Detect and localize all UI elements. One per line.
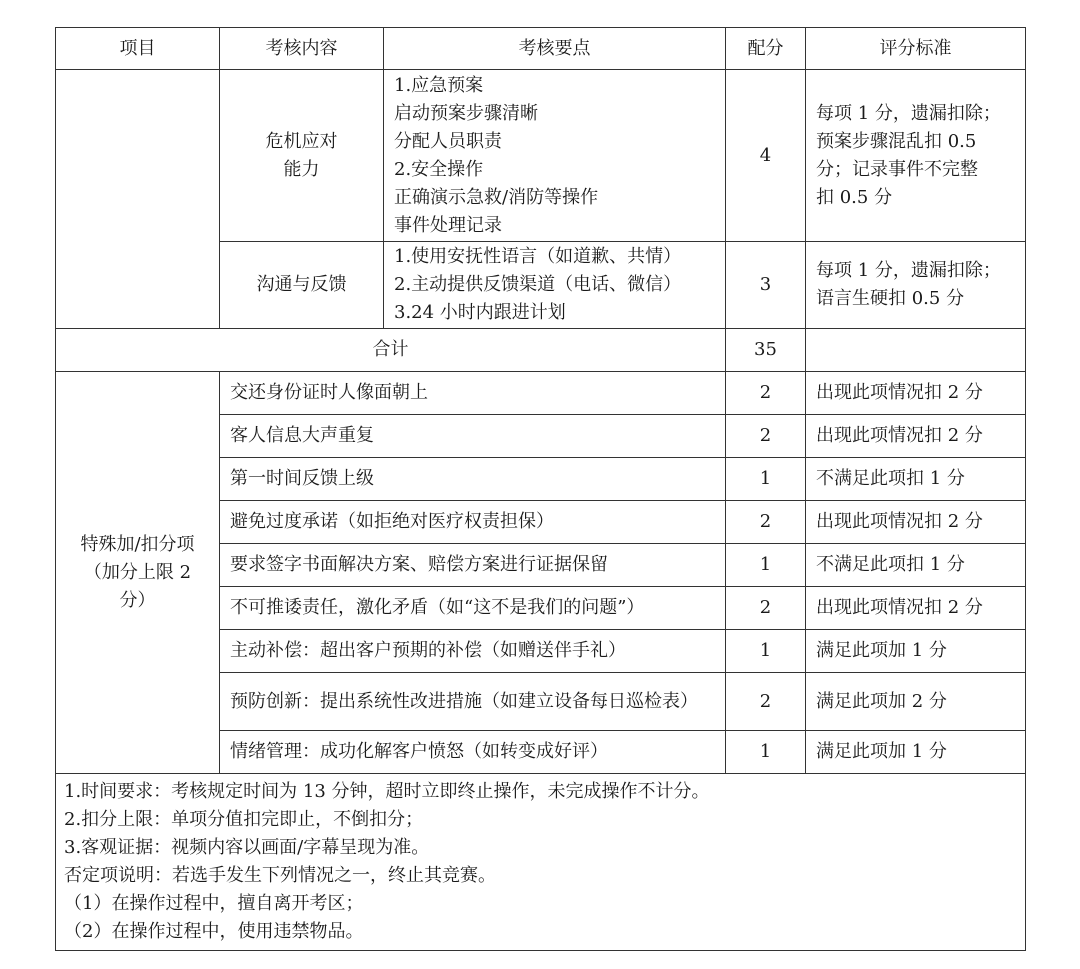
note-line: 3.客观证据：视频内容以画面/字幕呈现为准。 [64, 837, 430, 858]
special-item: 情绪管理：成功化解客户愤怒（如转变成好评） [220, 731, 726, 774]
crisis-points [384, 70, 726, 242]
header-score: 配分 [726, 28, 806, 70]
special-score: 1 [726, 630, 806, 673]
header-content: 考核内容 [220, 28, 384, 70]
communication-score: 3 [726, 242, 806, 329]
header-item: 项目 [56, 28, 220, 70]
criteria-line: 分；记录事件不完整 [816, 158, 978, 180]
special-score: 2 [726, 415, 806, 458]
total-criteria-blank [806, 329, 1026, 372]
special-item: 主动补偿：超出客户预期的补偿（如赠送伴手礼） [220, 630, 726, 673]
note-line: （1）在操作过程中，擅自离开考区； [64, 893, 364, 914]
notes-cell [56, 774, 1026, 951]
special-criteria: 出现此项情况扣 2 分 [806, 415, 1026, 458]
note-line: 1.时间要求：考核规定时间为 13 分钟，超时立即终止操作，未完成操作不计分。 [64, 781, 710, 802]
special-score: 2 [726, 372, 806, 415]
crisis-point: 1.应急预案 [394, 74, 484, 96]
crisis-point: 分配人员职责 [394, 130, 502, 152]
criteria-line: 每项 1 分，遗漏扣除； [816, 260, 1001, 281]
special-score: 2 [726, 587, 806, 630]
communication-point: 2.主动提供反馈渠道（电话、微信） [394, 274, 682, 295]
notes-row [56, 774, 1026, 951]
special-score: 2 [726, 501, 806, 544]
category-blank [56, 70, 220, 329]
special-item: 交还身份证时人像面朝上 [220, 372, 726, 415]
note-line: 否定项说明：若选手发生下列情况之一，终止其竞赛。 [64, 865, 496, 886]
crisis-point: 正确演示急救/消防等操作 [394, 186, 599, 208]
communication-point: 3.24 小时内跟进计划 [394, 302, 566, 323]
header-criteria: 评分标准 [806, 28, 1026, 70]
special-item: 要求签字书面解决方案、赔偿方案进行证据保留 [220, 544, 726, 587]
special-criteria: 出现此项情况扣 2 分 [806, 501, 1026, 544]
total-row [56, 329, 1026, 372]
communication-points [384, 242, 726, 329]
crisis-row [56, 70, 1026, 242]
special-score: 2 [726, 673, 806, 731]
scoring-table [55, 27, 1026, 951]
special-label: 特殊加/扣分项 （加分上限 2 分） [56, 372, 220, 774]
criteria-line: 预案步骤混乱扣 0.5 [816, 130, 977, 152]
special-criteria: 不满足此项扣 1 分 [806, 458, 1026, 501]
special-score: 1 [726, 458, 806, 501]
criteria-line: 扣 0.5 分 [816, 186, 893, 208]
header-row [56, 28, 1026, 70]
total-score: 35 [726, 329, 806, 372]
note-line: 2.扣分上限：单项分值扣完即止，不倒扣分； [64, 809, 424, 830]
total-label: 合计 [56, 329, 726, 372]
special-item: 第一时间反馈上级 [220, 458, 726, 501]
communication-criteria [806, 242, 1026, 329]
crisis-score: 4 [726, 70, 806, 242]
crisis-criteria [806, 70, 1026, 242]
special-criteria: 出现此项情况扣 2 分 [806, 372, 1026, 415]
special-item: 预防创新：提出系统性改进措施（如建立设备每日巡检表） [220, 673, 726, 731]
special-item: 避免过度承诺（如拒绝对医疗权责担保） [220, 501, 726, 544]
special-item: 不可推诿责任，激化矛盾（如“这不是我们的问题”） [220, 587, 726, 630]
crisis-content: 危机应对 能力 [220, 70, 384, 242]
special-item: 客人信息大声重复 [220, 415, 726, 458]
note-line: （2）在操作过程中，使用违禁物品。 [64, 921, 364, 942]
special-criteria: 不满足此项扣 1 分 [806, 544, 1026, 587]
crisis-point: 2.安全操作 [394, 158, 484, 180]
special-row [56, 372, 1026, 415]
special-score: 1 [726, 731, 806, 774]
criteria-line: 每项 1 分，遗漏扣除； [816, 102, 1001, 124]
special-criteria: 满足此项加 1 分 [806, 731, 1026, 774]
communication-point: 1.使用安抚性语言（如道歉、共情） [394, 246, 682, 267]
crisis-point: 事件处理记录 [394, 214, 502, 236]
special-criteria: 出现此项情况扣 2 分 [806, 587, 1026, 630]
header-points: 考核要点 [384, 28, 726, 70]
communication-content: 沟通与反馈 [220, 242, 384, 329]
special-score: 1 [726, 544, 806, 587]
special-criteria: 满足此项加 2 分 [806, 673, 1026, 731]
criteria-line: 语言生硬扣 0.5 分 [816, 288, 965, 309]
special-criteria: 满足此项加 1 分 [806, 630, 1026, 673]
crisis-point: 启动预案步骤清晰 [394, 102, 538, 124]
